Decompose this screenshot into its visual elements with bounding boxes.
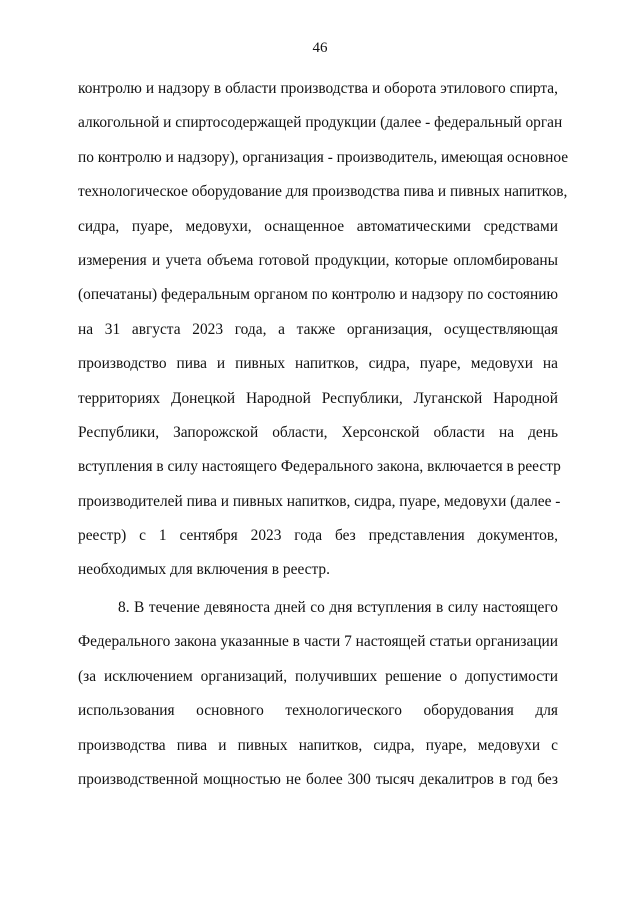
text-line: алкогольной и спиртосодержащей продукции (далее - федеральный орган [78,114,563,132]
text-line: реестр) с 1 сентября 2023 года без представления документов, [78,527,558,545]
text-line: производства пива и пивных напитков, сидра, пуаре, медовухи с [78,736,558,754]
text-line: Республики, Запорожской области, Херсонской области на день [78,423,558,441]
text-line: по контролю и надзору), организация - производитель, имеющая основное [78,148,569,166]
text-line: вступления в силу настоящего Федерального закона, включается в реестр [78,458,561,476]
page-number: 46 [312,40,328,56]
text-line: Федерального закона указанные в части 7 настоящей статьи организации [78,633,558,651]
text-line: (за исключением организаций, получивших решение о допустимости [78,667,558,685]
text-line: использования основного технологического оборудования для [78,702,558,720]
text-line-last: необходимых для включения в реестр. [78,561,330,579]
text-line: контролю и надзору в области производства и оборота этилового спирта, [78,80,558,97]
text-line: производителей пива и пивных напитков, сидра, пуаре, медовухи (далее - [78,492,561,510]
text-line-first-indented: 8. В течение девяноста дней со дня вступления в силу настоящего [118,599,558,616]
text-line: (опечатаны) федеральным органом по контролю и надзору по состоянию [78,286,558,304]
paragraph-item-8 [78,598,558,804]
text-line: производство пива и пивных напитков, сидра, пуаре, медовухи на [78,355,558,373]
text-line: производственной мощностью не более 300 тысяч декалитров в год без [78,770,558,788]
text-line: технологическое оборудование для производства пива и пивных напитков, [78,183,568,201]
text-line: измерения и учета объема готовой продукции, которые опломбированы [78,251,558,269]
text-line: территориях Донецкой Народной Республики, Луганской Народной [78,389,558,407]
text-line: на 31 августа 2023 года, а также организация, осуществляющая [78,320,558,338]
text-line: сидра, пуаре, медовухи, оснащенное автоматическими средствами [78,217,558,235]
paragraph-registry-inclusion [78,79,569,595]
